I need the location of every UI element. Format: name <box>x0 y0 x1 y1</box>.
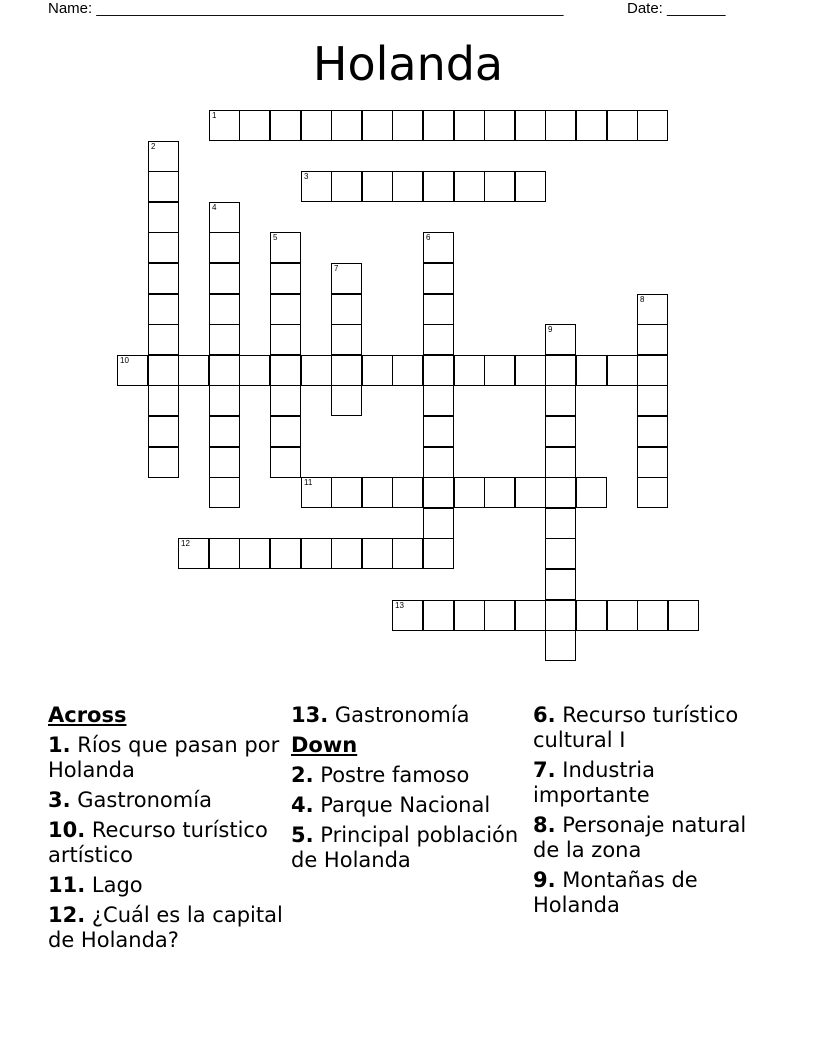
crossword-cell[interactable] <box>637 447 668 478</box>
crossword-cell[interactable] <box>148 355 179 386</box>
cell-number: 6 <box>426 233 431 242</box>
crossword-cell[interactable] <box>576 110 607 141</box>
crossword-cell[interactable] <box>637 477 668 508</box>
crossword-cell[interactable] <box>362 355 393 386</box>
crossword-cell[interactable] <box>392 355 423 386</box>
clues-column-1 <box>48 703 288 958</box>
crossword-cell[interactable] <box>545 447 576 478</box>
cell-number: 1 <box>212 111 217 120</box>
crossword-cell[interactable] <box>331 263 362 294</box>
down-heading: Down <box>291 733 358 757</box>
crossword-cell[interactable] <box>423 416 454 447</box>
crossword-cell[interactable] <box>484 171 515 202</box>
crossword-cell[interactable] <box>515 600 546 631</box>
clue-across-11 <box>48 873 288 898</box>
clue-number: 10. <box>48 818 86 842</box>
crossword-cell[interactable] <box>515 355 546 386</box>
cell-number: 4 <box>212 203 217 212</box>
crossword-cell[interactable] <box>515 110 546 141</box>
crossword-cell[interactable] <box>454 110 485 141</box>
crossword-cell[interactable] <box>301 477 332 508</box>
clue-text: Parque Nacional <box>320 793 491 817</box>
crossword-cell[interactable] <box>545 477 576 508</box>
clue-across-13 <box>291 703 531 728</box>
crossword-cell[interactable] <box>270 110 301 141</box>
crossword-cell[interactable] <box>209 538 240 569</box>
clue-number: 7. <box>533 758 556 782</box>
crossword-cell[interactable] <box>545 630 576 661</box>
crossword-cell[interactable] <box>331 477 362 508</box>
crossword-cell[interactable] <box>607 600 638 631</box>
crossword-cell[interactable] <box>148 171 179 202</box>
crossword-cell[interactable] <box>423 171 454 202</box>
crossword-cell[interactable] <box>668 600 699 631</box>
crossword-cell[interactable] <box>545 110 576 141</box>
crossword-cell[interactable] <box>270 294 301 325</box>
crossword-cell[interactable] <box>270 232 301 263</box>
crossword-cell[interactable] <box>270 447 301 478</box>
crossword-cell[interactable] <box>209 324 240 355</box>
crossword-cell[interactable] <box>576 477 607 508</box>
crossword-cell[interactable] <box>209 202 240 233</box>
crossword-cell[interactable] <box>209 263 240 294</box>
crossword-cell[interactable] <box>423 385 454 416</box>
clue-number: 5. <box>291 823 314 847</box>
crossword-cell[interactable] <box>423 263 454 294</box>
clue-text: Principal población de Holanda <box>291 823 519 872</box>
crossword-cell[interactable] <box>484 477 515 508</box>
crossword-cell[interactable] <box>484 355 515 386</box>
crossword-cell[interactable] <box>423 110 454 141</box>
crossword-cell[interactable] <box>484 110 515 141</box>
clue-text: Recurso turístico artístico <box>48 818 268 867</box>
crossword-cell[interactable] <box>423 447 454 478</box>
cell-number: 13 <box>395 601 404 610</box>
clue-across-12 <box>48 903 288 953</box>
crossword-cell[interactable] <box>515 171 546 202</box>
crossword-cell[interactable] <box>454 171 485 202</box>
crossword-cell[interactable] <box>209 355 240 386</box>
clue-down-5 <box>291 823 531 873</box>
crossword-cell[interactable] <box>423 324 454 355</box>
crossword-cell[interactable] <box>117 355 148 386</box>
crossword-cell[interactable] <box>148 263 179 294</box>
crossword-cell[interactable] <box>423 355 454 386</box>
clues-column-2 <box>291 703 531 878</box>
clue-text: Montañas de Holanda <box>533 868 698 917</box>
clue-number: 6. <box>533 703 556 727</box>
crossword-cell[interactable] <box>423 600 454 631</box>
crossword-cell[interactable] <box>423 477 454 508</box>
clue-text: Gastronomía <box>334 703 470 727</box>
clue-down-6 <box>533 703 773 753</box>
crossword-cell[interactable] <box>545 416 576 447</box>
crossword-cell[interactable] <box>637 355 668 386</box>
cell-number: 7 <box>334 264 339 273</box>
crossword-cell[interactable] <box>423 232 454 263</box>
crossword-cell[interactable] <box>301 171 332 202</box>
clues-column-3 <box>533 703 773 923</box>
crossword-cell[interactable] <box>178 538 209 569</box>
crossword-cell[interactable] <box>423 294 454 325</box>
crossword-cell[interactable] <box>301 538 332 569</box>
clue-number: 9. <box>533 868 556 892</box>
crossword-cell[interactable] <box>331 171 362 202</box>
crossword-cell[interactable] <box>209 477 240 508</box>
crossword-cell[interactable] <box>209 110 240 141</box>
cell-number: 9 <box>548 325 553 334</box>
clue-text: Recurso turístico cultural I <box>533 703 739 752</box>
crossword-cell[interactable] <box>392 600 423 631</box>
crossword-cell[interactable] <box>545 569 576 600</box>
crossword-cell[interactable] <box>545 508 576 539</box>
crossword-cell[interactable] <box>392 171 423 202</box>
crossword-cell[interactable] <box>454 355 485 386</box>
clue-number: 12. <box>48 903 86 927</box>
crossword-cell[interactable] <box>637 385 668 416</box>
clue-text: Ríos que pasan por Holanda <box>48 733 280 782</box>
crossword-cell[interactable] <box>423 508 454 539</box>
crossword-cell[interactable] <box>148 202 179 233</box>
crossword-cell[interactable] <box>270 538 301 569</box>
crossword-cell[interactable] <box>209 447 240 478</box>
clue-number: 1. <box>48 733 71 757</box>
clue-text: Gastronomía <box>77 788 212 812</box>
crossword-cell[interactable] <box>576 355 607 386</box>
clue-text: Industria importante <box>533 758 655 807</box>
crossword-cell[interactable] <box>392 538 423 569</box>
across-heading: Across <box>48 703 127 727</box>
crossword-cell[interactable] <box>362 477 393 508</box>
clue-text: Postre famoso <box>320 763 470 787</box>
crossword-cell[interactable] <box>209 385 240 416</box>
clue-across-10 <box>48 818 288 868</box>
crossword-cell[interactable] <box>484 600 515 631</box>
crossword-cell[interactable] <box>148 232 179 263</box>
clue-down-8 <box>533 813 773 863</box>
crossword-cell[interactable] <box>209 294 240 325</box>
crossword-cell[interactable] <box>331 355 362 386</box>
crossword-cell[interactable] <box>209 232 240 263</box>
crossword-cell[interactable] <box>331 324 362 355</box>
crossword-cell[interactable] <box>392 110 423 141</box>
crossword-cell[interactable] <box>545 385 576 416</box>
clue-number: 11. <box>48 873 86 897</box>
crossword-cell[interactable] <box>637 110 668 141</box>
cell-number: 8 <box>640 295 645 304</box>
crossword-cell[interactable] <box>331 294 362 325</box>
crossword-cell[interactable] <box>239 110 270 141</box>
crossword-cell[interactable] <box>637 294 668 325</box>
cell-number: 5 <box>273 233 278 242</box>
crossword-cell[interactable] <box>148 141 179 172</box>
crossword-cell[interactable] <box>362 538 393 569</box>
crossword-cell[interactable] <box>270 385 301 416</box>
page-title: Holanda <box>312 37 504 91</box>
crossword-cell[interactable] <box>239 538 270 569</box>
crossword-cell[interactable] <box>331 538 362 569</box>
crossword-cell[interactable] <box>270 263 301 294</box>
crossword-cell[interactable] <box>148 447 179 478</box>
date-label: Date: _______ <box>627 0 726 17</box>
crossword-cell[interactable] <box>270 416 301 447</box>
crossword-cell[interactable] <box>392 477 423 508</box>
cell-number: 12 <box>181 539 190 548</box>
clue-number: 3. <box>48 788 71 812</box>
cell-number: 11 <box>304 478 313 487</box>
crossword-cell[interactable] <box>148 294 179 325</box>
crossword-cell[interactable] <box>270 324 301 355</box>
cell-number: 2 <box>151 142 156 151</box>
crossword-cell[interactable] <box>637 416 668 447</box>
crossword-cell[interactable] <box>362 110 393 141</box>
crossword-cell[interactable] <box>607 355 638 386</box>
clue-across-1 <box>48 733 288 783</box>
crossword-cell[interactable] <box>331 110 362 141</box>
cell-number: 10 <box>120 356 129 365</box>
crossword-cell[interactable] <box>637 324 668 355</box>
crossword-cell[interactable] <box>178 355 209 386</box>
clue-text: ¿Cuál es la capital de Holanda? <box>48 903 283 952</box>
clue-down-2 <box>291 763 531 788</box>
cell-number: 3 <box>304 172 309 181</box>
crossword-cell[interactable] <box>515 477 546 508</box>
crossword-cell[interactable] <box>301 355 332 386</box>
crossword-cell[interactable] <box>637 600 668 631</box>
crossword-cell[interactable] <box>607 110 638 141</box>
crossword-cell[interactable] <box>545 538 576 569</box>
clue-number: 2. <box>291 763 314 787</box>
crossword-cell[interactable] <box>239 355 270 386</box>
clue-text: Lago <box>91 873 143 897</box>
crossword-cell[interactable] <box>454 600 485 631</box>
clue-text: Personaje natural de la zona <box>533 813 747 862</box>
crossword-cell[interactable] <box>148 385 179 416</box>
crossword-cell[interactable] <box>454 477 485 508</box>
crossword-cell[interactable] <box>148 416 179 447</box>
clue-number: 4. <box>291 793 314 817</box>
clue-number: 8. <box>533 813 556 837</box>
crossword-cell[interactable] <box>270 355 301 386</box>
crossword-cell[interactable] <box>576 600 607 631</box>
clue-down-4 <box>291 793 531 818</box>
crossword-cell[interactable] <box>545 324 576 355</box>
crossword-cell[interactable] <box>545 600 576 631</box>
clue-across-3 <box>48 788 288 813</box>
crossword-cell[interactable] <box>301 110 332 141</box>
crossword-cell[interactable] <box>331 385 362 416</box>
crossword-cell[interactable] <box>423 538 454 569</box>
clue-down-9 <box>533 868 773 918</box>
name-label: Name: ________________________________________________________ <box>48 0 564 17</box>
crossword-cell[interactable] <box>148 324 179 355</box>
clue-down-7 <box>533 758 773 808</box>
clue-number: 13. <box>291 703 329 727</box>
crossword-cell[interactable] <box>545 355 576 386</box>
crossword-cell[interactable] <box>362 171 393 202</box>
crossword-cell[interactable] <box>209 416 240 447</box>
